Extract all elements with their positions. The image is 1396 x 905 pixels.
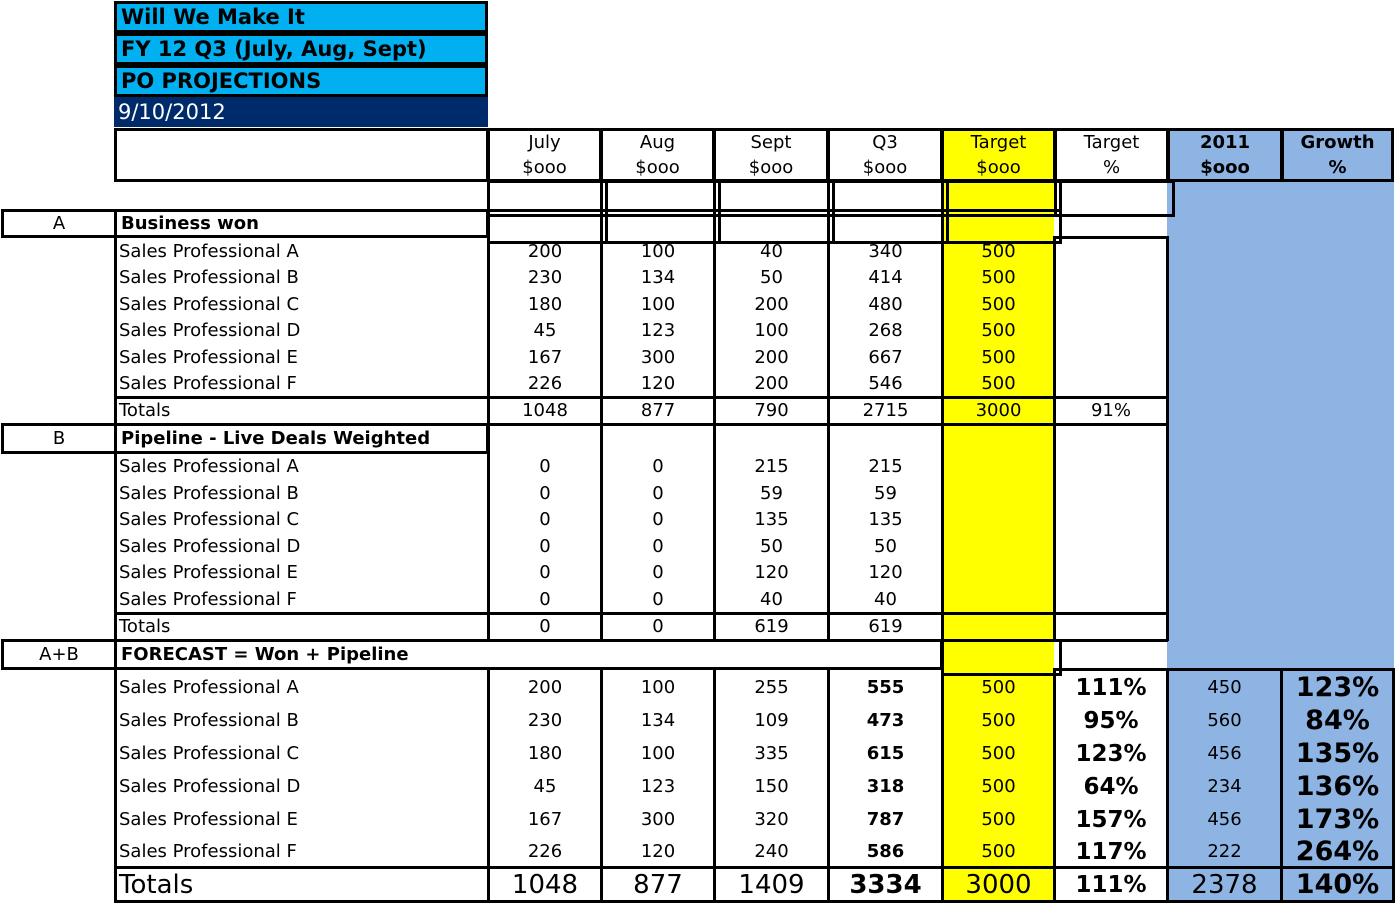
cell-target: 500 <box>981 710 1016 731</box>
cell-2011: 450 <box>1207 677 1242 698</box>
col-header-target-pct: Target % <box>1054 128 1169 182</box>
row-name: Sales Professional B <box>119 482 299 504</box>
cell-q3: 215 <box>868 455 903 477</box>
row-name: Sales Professional B <box>119 710 299 731</box>
cell-july: 0 <box>539 588 551 610</box>
section-b-title: Pipeline - Live Deals Weighted <box>114 423 489 454</box>
cell-target: 500 <box>981 346 1016 368</box>
cell-aug: 0 <box>652 535 664 557</box>
totals-label: Totals <box>119 616 171 637</box>
cell-q3: 40 <box>874 588 897 610</box>
cell-2011: 234 <box>1207 776 1242 797</box>
section-a-title: Business won <box>114 209 489 238</box>
cell-target-pct: 64% <box>1083 773 1139 800</box>
cell-2011: 222 <box>1207 841 1242 862</box>
cell-q3: 268 <box>868 319 903 341</box>
cell-aug: 120 <box>640 372 676 394</box>
header-label-cell <box>114 128 489 182</box>
cell-growth: 123% <box>1295 672 1380 703</box>
cell-aug: 134 <box>640 266 676 288</box>
cell-q3: 318 <box>866 776 905 797</box>
cell-july: 200 <box>527 240 563 262</box>
cell-july: 200 <box>527 677 563 698</box>
total-july: 0 <box>539 616 551 637</box>
cell-sept: 200 <box>754 346 789 368</box>
fiscal-period: FY 12 Q3 (July, Aug, Sept) <box>114 33 488 65</box>
col-header-aug: Aug $ooo <box>600 128 715 182</box>
cell-aug: 300 <box>640 809 676 830</box>
cell-july: 0 <box>539 482 551 504</box>
cell-target: 500 <box>981 743 1016 764</box>
cell-q3: 480 <box>868 293 903 315</box>
row-name: Sales Professional A <box>119 455 299 477</box>
cell-q3: 667 <box>868 346 903 368</box>
cell-target: 500 <box>981 293 1016 315</box>
cell-sept: 40 <box>760 588 783 610</box>
cell-july: 0 <box>539 508 551 530</box>
cell-target: 500 <box>981 319 1016 341</box>
row-name: Sales Professional F <box>119 841 297 862</box>
cell-july: 230 <box>527 710 563 731</box>
cell-aug: 0 <box>652 561 664 583</box>
total-target-pct: 91% <box>1090 400 1131 421</box>
cell-growth: 264% <box>1295 836 1380 867</box>
cell-q3: 787 <box>866 809 905 830</box>
row-name: Sales Professional F <box>119 588 297 610</box>
totals-label: Totals <box>119 869 194 900</box>
col-header-2011: 2011 $ooo <box>1167 128 1283 182</box>
cell-july: 230 <box>527 266 563 288</box>
row-name: Sales Professional C <box>119 743 300 764</box>
cell-july: 180 <box>527 293 563 315</box>
cell-2011: 560 <box>1207 710 1242 731</box>
cell-q3: 59 <box>874 482 897 504</box>
cell-sept: 255 <box>754 677 789 698</box>
cell-q3: 50 <box>874 535 897 557</box>
cell-sept: 200 <box>754 372 789 394</box>
cell-sept: 59 <box>760 482 783 504</box>
cell-q3: 615 <box>866 743 905 764</box>
cell-target: 500 <box>981 240 1016 262</box>
col-header-sept: Sept $ooo <box>713 128 829 182</box>
total-target: 3000 <box>965 869 1032 900</box>
col-header-growth: Growth % <box>1281 128 1394 182</box>
cell-aug: 0 <box>652 482 664 504</box>
spacer-cell <box>1054 180 1175 217</box>
section-ab-title: FORECAST = Won + Pipeline <box>114 639 943 670</box>
cell-aug: 100 <box>640 677 676 698</box>
cell-target: 500 <box>981 372 1016 394</box>
report-subtitle: PO PROJECTIONS <box>114 65 488 97</box>
cell-aug: 0 <box>652 508 664 530</box>
cell-sept: 50 <box>760 266 783 288</box>
cell-sept: 120 <box>754 561 789 583</box>
cell-growth: 136% <box>1295 771 1380 802</box>
total-2011: 2378 <box>1191 869 1258 900</box>
cell-aug: 0 <box>652 455 664 477</box>
col-header-q3: Q3 $ooo <box>827 128 943 182</box>
section-b-code: B <box>1 423 117 454</box>
cell-aug: 300 <box>640 346 676 368</box>
cell-july: 0 <box>539 561 551 583</box>
cell-target: 500 <box>981 776 1016 797</box>
cell-growth: 173% <box>1295 804 1380 835</box>
total-q3: 619 <box>868 616 903 637</box>
cell-aug: 123 <box>640 776 676 797</box>
cell-sept: 150 <box>754 776 789 797</box>
row-name: Sales Professional A <box>119 677 299 698</box>
row-name: Sales Professional E <box>119 809 298 830</box>
cell-july: 180 <box>527 743 563 764</box>
cell-aug: 123 <box>640 319 676 341</box>
total-sept: 1409 <box>738 869 805 900</box>
cell-q3: 414 <box>868 266 903 288</box>
cell-sept: 320 <box>754 809 789 830</box>
cell-q3: 340 <box>868 240 903 262</box>
cell-sept: 135 <box>754 508 789 530</box>
cell-aug: 120 <box>640 841 676 862</box>
cell-q3: 546 <box>868 372 903 394</box>
section-a-code: A <box>1 209 117 238</box>
total-sept: 619 <box>754 616 789 637</box>
cell-july: 0 <box>539 535 551 557</box>
cell-target-pct: 95% <box>1083 707 1139 734</box>
col-header-target: Target $ooo <box>941 128 1056 182</box>
cell-aug: 100 <box>640 743 676 764</box>
row-name: Sales Professional D <box>119 319 301 341</box>
total-aug: 877 <box>640 400 676 421</box>
cell-july: 0 <box>539 455 551 477</box>
total-sept: 790 <box>754 400 789 421</box>
cell-july: 45 <box>533 776 557 797</box>
cell-target: 500 <box>981 677 1016 698</box>
cell-target-pct: 157% <box>1075 806 1147 833</box>
cell-sept: 100 <box>754 319 789 341</box>
cell-sept: 335 <box>754 743 789 764</box>
row-name: Sales Professional F <box>119 372 297 394</box>
cell-target: 500 <box>981 266 1016 288</box>
report-date: 9/10/2012 <box>114 97 488 127</box>
cell-target-pct: 111% <box>1075 674 1147 701</box>
cell-july: 226 <box>527 372 563 394</box>
row-name: Sales Professional E <box>119 346 298 368</box>
cell-q3: 586 <box>866 841 905 862</box>
row-name: Sales Professional E <box>119 561 298 583</box>
cell-aug: 100 <box>640 293 676 315</box>
cell-target-pct: 123% <box>1075 740 1147 767</box>
cell-july: 45 <box>533 319 557 341</box>
cell-july: 167 <box>527 346 563 368</box>
cell-july: 167 <box>527 809 563 830</box>
total-aug: 877 <box>633 869 683 900</box>
cell-target: 500 <box>981 809 1016 830</box>
cell-2011: 456 <box>1207 743 1242 764</box>
row-name: Sales Professional C <box>119 293 300 315</box>
cell-q3: 473 <box>866 710 905 731</box>
cell-growth: 84% <box>1305 705 1370 736</box>
row-name: Sales Professional A <box>119 240 299 262</box>
row-name: Sales Professional B <box>119 266 299 288</box>
total-q3: 2715 <box>862 400 909 421</box>
total-aug: 0 <box>652 616 664 637</box>
row-name: Sales Professional D <box>119 776 301 797</box>
cell-aug: 100 <box>640 240 676 262</box>
total-target: 3000 <box>975 400 1022 421</box>
cell-q3: 135 <box>868 508 903 530</box>
total-target-pct: 111% <box>1075 871 1147 898</box>
cell-sept: 40 <box>760 240 783 262</box>
cell-2011: 456 <box>1207 809 1242 830</box>
cell-growth: 135% <box>1295 738 1380 769</box>
sheet-title: Will We Make It <box>114 1 488 33</box>
col-header-july: July $ooo <box>487 128 602 182</box>
cell-target-pct: 117% <box>1075 838 1147 865</box>
cell-sept: 240 <box>754 841 789 862</box>
cell-aug: 0 <box>652 588 664 610</box>
totals-label: Totals <box>119 400 171 421</box>
cell-aug: 134 <box>640 710 676 731</box>
cell-sept: 200 <box>754 293 789 315</box>
section-ab-code: A+B <box>1 639 117 670</box>
cell-sept: 50 <box>760 535 783 557</box>
row-name: Sales Professional D <box>119 535 301 557</box>
cell-sept: 215 <box>754 455 789 477</box>
cell-july: 226 <box>527 841 563 862</box>
total-growth: 140% <box>1295 869 1380 900</box>
total-q3: 3334 <box>849 869 922 900</box>
total-july: 1048 <box>522 400 568 421</box>
row-name: Sales Professional C <box>119 508 300 530</box>
cell-q3: 555 <box>866 677 905 698</box>
cell-q3: 120 <box>868 561 903 583</box>
cell-sept: 109 <box>754 710 789 731</box>
total-july: 1048 <box>511 869 579 900</box>
cell-target: 500 <box>981 841 1016 862</box>
